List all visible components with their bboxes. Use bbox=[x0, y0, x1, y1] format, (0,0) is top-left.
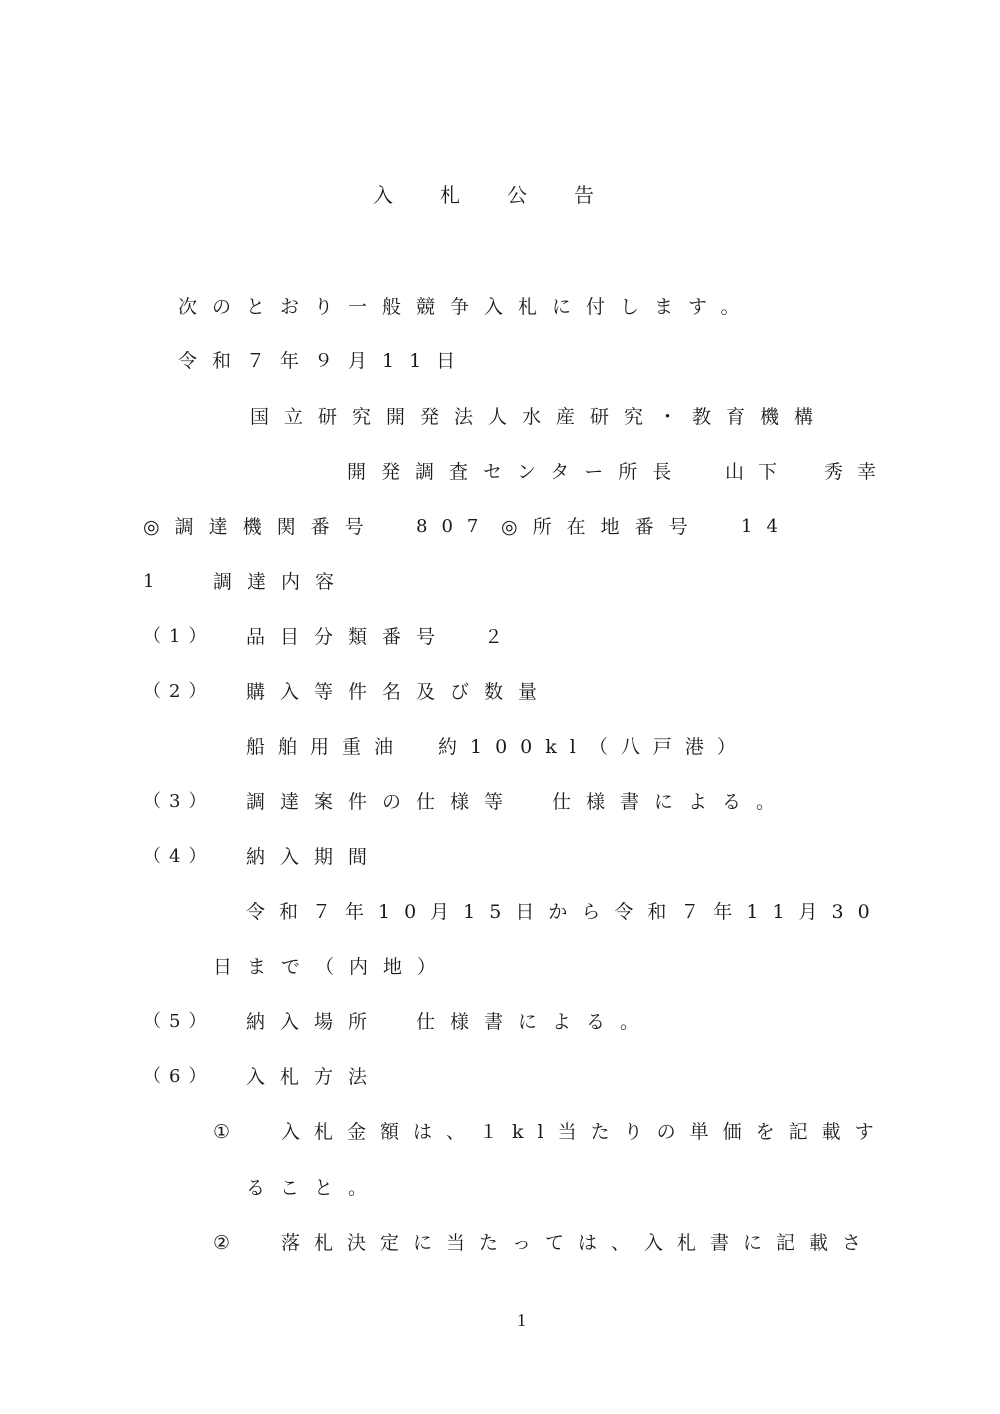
item-label: （5） bbox=[143, 1011, 215, 1032]
subitem-marker: ① bbox=[213, 1121, 246, 1143]
subitem-marker: ② bbox=[213, 1232, 246, 1254]
intro-text: 次のとおり一般競争入札に付します。 bbox=[178, 296, 755, 318]
item-text: 入札方法 bbox=[246, 1066, 383, 1088]
item-label: （1） bbox=[143, 626, 215, 647]
agency-number-label: ◎調達機関番号 bbox=[143, 516, 379, 538]
location-number-value: 14 bbox=[741, 516, 792, 537]
page-number: 1 bbox=[517, 1310, 526, 1330]
subitem-continuation: ること。 bbox=[246, 1177, 383, 1199]
section-heading: 調達内容 bbox=[213, 571, 350, 593]
item-text: 納入期間 bbox=[246, 846, 383, 868]
item-text: 船舶用重油 約100kl（八戸港） bbox=[246, 736, 749, 758]
item-text: 購入等件名及び数量 bbox=[246, 681, 553, 703]
subitem-text: 入札金額は、１kl当たりの単価を記載す bbox=[281, 1121, 888, 1143]
section-number: 1 bbox=[143, 571, 163, 592]
agency-number-value: 807 bbox=[416, 516, 493, 537]
item-label: （6） bbox=[143, 1066, 215, 1087]
item-text: 調達案件の仕様等 仕様書による。 bbox=[246, 791, 791, 813]
item-text: 日まで（内地） bbox=[213, 956, 452, 978]
item-label: （4） bbox=[143, 846, 215, 867]
item-label: （3） bbox=[143, 791, 215, 812]
location-number-label: ◎所在地番号 bbox=[501, 516, 703, 538]
signer-name: 山下 秀幸 bbox=[725, 461, 891, 483]
announcement-date: 令和７年９月11日 bbox=[178, 350, 471, 372]
item-text: 令和７年10月15日から令和７年11月30 bbox=[246, 901, 884, 923]
item-label: （2） bbox=[143, 681, 215, 702]
item-text: 品目分類番号 ２ bbox=[246, 626, 519, 648]
item-text: 納入場所 仕様書による。 bbox=[246, 1011, 655, 1033]
page-title: 入札公告 bbox=[373, 183, 641, 207]
subitem-text: 落札決定に当たっては、入札書に記載さ bbox=[281, 1232, 876, 1254]
organization-name: 国立研究開発法人水産研究・教育機構 bbox=[250, 406, 829, 428]
signer-position: 開発調査センター所長 bbox=[347, 461, 687, 483]
